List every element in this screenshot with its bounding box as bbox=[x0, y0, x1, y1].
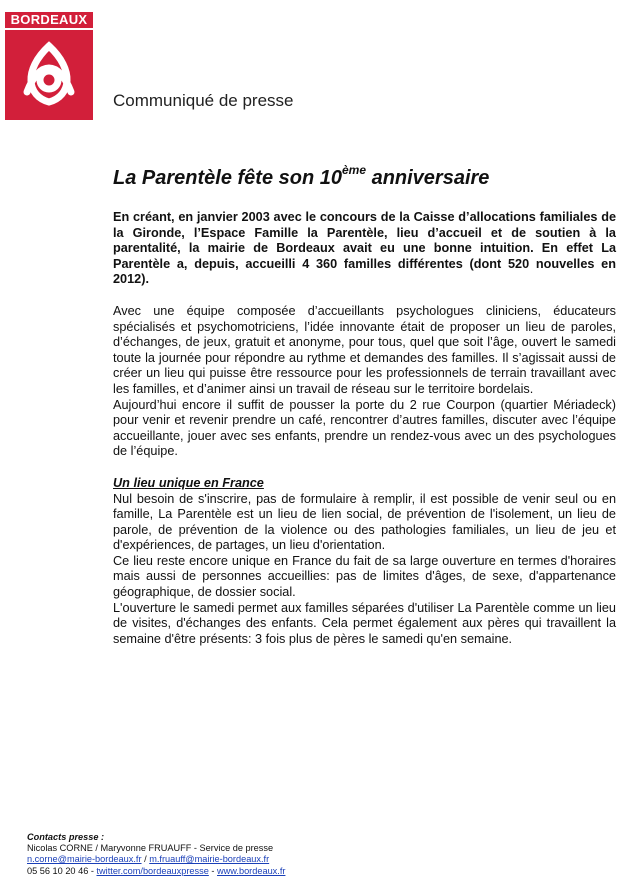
title-rest: anniversaire bbox=[366, 167, 490, 189]
logo-text: BORDEAUX bbox=[5, 12, 93, 28]
trefoil-icon bbox=[19, 40, 79, 110]
email-link-corne[interactable]: n.corne@mairie-bordeaux.fr bbox=[27, 854, 142, 865]
press-contacts bbox=[27, 832, 587, 877]
article-body bbox=[113, 210, 616, 647]
page-title bbox=[113, 163, 490, 190]
section-paragraph-3: L'ouverture le samedi permet aux familles séparées d'utiliser La Parentèle comme un lieu de visites, d'échanges des enfants. Cela permet également aux pères qui travaillent la semaine d'être présents: 3 fois plus de pères le samedi qu'en semaine. bbox=[113, 600, 616, 646]
contacts-names: Nicolas CORNE / Maryvonne FRUAUFF - Service de presse bbox=[27, 843, 274, 854]
press-release-label: Communiqué de presse bbox=[113, 91, 294, 110]
body-paragraph-2: Aujourd’hui encore il suffit de pousser la porte du 2 rue Courpon (quartier Mériadeck) pour venir et revenir prendre un café, rencontrer d’autres familles, discuter avec l’équipe accueillante, jouer avec ses enfants, prendre un rendez-vous avec un des psychologues de l’équipe. bbox=[113, 397, 616, 459]
section-paragraph-1: Nul besoin de s'inscrire, pas de formulaire à remplir, il est possible de venir seul ou en famille, La Parentèle est un lieu de lien social, de prévention de l'isolement, un lieu de parole, de prévention de la violence ou des pathologies familiales, un lieu de jeu et d'expériences, de partages, un lieu d'orientation. bbox=[113, 491, 616, 553]
body-paragraph-1: Avec une équipe composée d’accueillants psychologues cliniciens, éducateurs spécialisés et psychomotriciens, l’idée innovante était de proposer un lieu de paroles, d’échanges, de jeux, gratuit et anonyme, pour tous, quel que soit l’âge, ouvert le samedi toute la journée pour répondre au rythme et demandes des familles. Il s’agissait aussi de créer un lieu qui puisse être ressource pour les professionnels de terrain travaillant avec les familles, et d’animer ainsi un travail de réseau sur le territoire bordelais. bbox=[113, 303, 616, 396]
contacts-phone-web bbox=[27, 866, 587, 877]
website-link[interactable]: www.bordeaux.fr bbox=[217, 865, 286, 876]
email-separator: / bbox=[141, 854, 150, 865]
contacts-label: Contacts presse : bbox=[27, 832, 105, 842]
section-paragraph-2: Ce lieu reste encore unique en France du fait de sa large ouverture en termes d'horaires mais aussi de personnes accueillies: pas de limites d'âges, de sexe, d'appartenance géographique, de dossier social. bbox=[113, 553, 616, 600]
title-main: La Parentèle fête son 10 bbox=[113, 167, 342, 189]
bordeaux-logo bbox=[5, 8, 93, 120]
section-heading: Un lieu unique en France bbox=[113, 475, 264, 490]
email-link-fruauff[interactable]: m.fruauff@mairie-bordeaux.fr bbox=[149, 854, 270, 865]
title-superscript: ème bbox=[341, 163, 367, 177]
lead-paragraph: En créant, en janvier 2003 avec le concours de la Caisse d’allocations familiales de la Gironde, l’Espace Famille la Parentèle, lieu d’accueil et de soutien à la parentalité, la mairie de Bordeaux avait eu une bonne intuition. En effet La Parentèle a, depuis, accueilli 4 360 familles différentes (dont 520 nouvelles en 2012). bbox=[113, 210, 616, 287]
web-separator: - bbox=[208, 865, 218, 876]
phone-number: 05 56 10 20 46 - bbox=[27, 865, 97, 876]
twitter-link[interactable]: twitter.com/bordeauxpresse bbox=[96, 865, 209, 876]
contacts-emails bbox=[27, 854, 587, 865]
